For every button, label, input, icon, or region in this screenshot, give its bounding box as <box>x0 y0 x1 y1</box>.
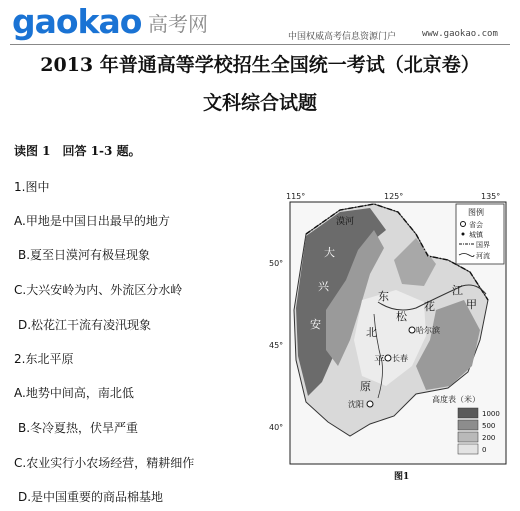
gaokao-logo[interactable]: gaokao <box>12 2 142 41</box>
question-1-option-c: C.大兴安岭为内、外流区分水岭 <box>14 283 183 297</box>
label-mohe: 漠河 <box>336 217 355 227</box>
legend-town: 城镇 <box>469 231 483 239</box>
label-changchun: 长春 <box>392 354 408 363</box>
harbin-marker <box>409 327 415 333</box>
elevation-swatch <box>458 420 478 430</box>
label-harbin: 哈尔滨 <box>416 326 440 335</box>
question-2-option-b: B.冬冷夏热，伏旱严重 <box>18 421 139 435</box>
label-bei: 北 <box>366 326 377 339</box>
lat-label-40: 40° <box>269 423 284 432</box>
question-2-option-c: C.农业实行小农场经营，精耕细作 <box>14 456 195 470</box>
label-dong: 东 <box>378 290 389 303</box>
label-yuan: 原 <box>360 380 371 393</box>
lat-label-50: 50° <box>269 259 284 268</box>
lon-label-135: 135° <box>481 192 501 201</box>
question-2-option-a: A.地势中间高，南北低 <box>14 386 134 400</box>
northeast-china-map <box>266 190 516 490</box>
elevation-label: 1000 <box>482 410 500 418</box>
question-intro: 读图 1 回答 1-3 题。 <box>14 144 141 158</box>
gaokao-logo-cn[interactable]: 高考网 <box>148 12 208 36</box>
label-da: 大 <box>324 246 335 259</box>
label-shenyang: 沈阳 <box>348 400 364 409</box>
figure-caption: 图1 <box>394 472 410 482</box>
question-2-stem: 2.东北平原 <box>14 352 74 366</box>
page-header <box>0 0 520 46</box>
question-1-option-d: D.松花江干流有凌汛现象 <box>18 318 152 332</box>
legend-border: 国界 <box>476 241 490 249</box>
exam-title: 2013 年普通高等学校招生全国统一考试（北京卷） <box>40 54 480 76</box>
header-url[interactable]: www.gaokao.com <box>422 29 498 39</box>
label-jiang: 江 <box>452 284 463 297</box>
elevation-label: 0 <box>482 446 487 454</box>
label-jia: 甲 <box>466 298 477 311</box>
label-hua: 花 <box>424 300 435 313</box>
label-song: 松 <box>396 310 407 323</box>
question-1-option-b: B.夏至日漠河有极昼现象 <box>18 248 151 262</box>
question-2-option-d: D.是中国重要的商品棉基地 <box>18 490 164 504</box>
header-divider <box>10 44 510 45</box>
header-tagline: 中国权威高考信息资源门户 <box>288 32 397 42</box>
legend-title: 图例 <box>468 208 484 217</box>
changchun-marker <box>385 355 391 361</box>
label-an: 安 <box>310 318 321 331</box>
elevation-title: 高度表（米） <box>432 395 480 404</box>
label-xing: 兴 <box>318 280 329 293</box>
question-1-stem: 1.图中 <box>14 180 50 194</box>
elevation-swatch <box>458 408 478 418</box>
lon-label-125: 125° <box>384 192 404 201</box>
shenyang-marker <box>367 401 373 407</box>
elevation-label: 200 <box>482 434 496 442</box>
exam-subtitle: 文科综合试题 <box>202 92 317 114</box>
elevation-label: 500 <box>482 422 496 430</box>
question-1-option-a: A.甲地是中国日出最早的地方 <box>14 214 170 228</box>
elevation-swatch <box>458 432 478 442</box>
legend-capital: 省会 <box>469 221 483 229</box>
elevation-swatch <box>458 444 478 454</box>
lat-label-45: 45° <box>269 341 284 350</box>
legend-river: 河流 <box>476 252 490 260</box>
legend-town-symbol <box>462 233 465 236</box>
label-ping: 平 <box>374 354 385 367</box>
legend-capital-symbol <box>461 222 466 227</box>
lon-label-115: 115° <box>286 192 306 201</box>
